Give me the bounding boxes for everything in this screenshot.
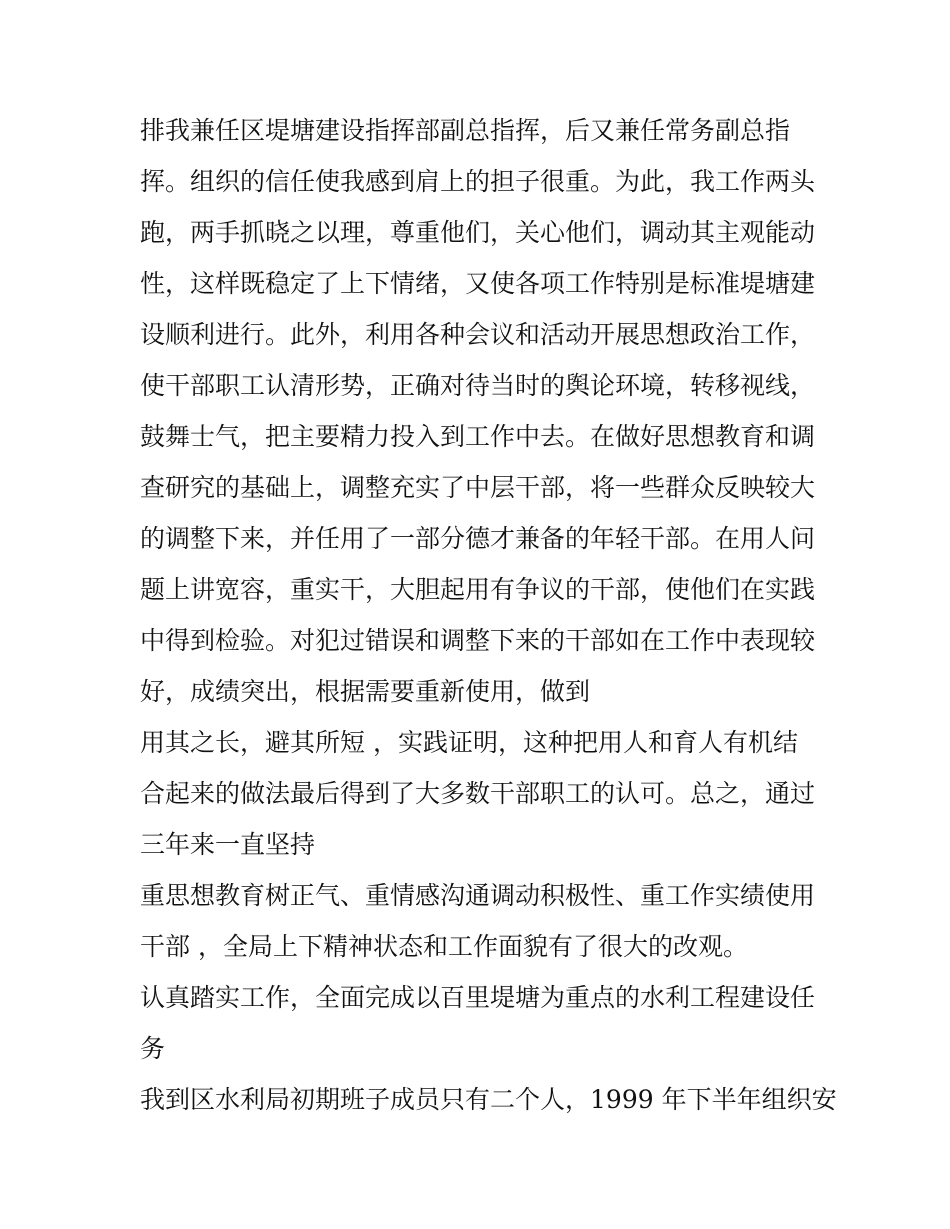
text-line: 查研究的基础上，调整充实了中层干部，将一些群众反映较大 [140, 473, 816, 502]
text-line: 性，这样既稳定了上下情绪，又使各项工作特别是标准堤塘建 [140, 269, 816, 298]
text-line: 鼓舞士气，把主要精力投入到工作中去。在做好思想教育和调 [140, 422, 816, 451]
text-line: 我到区水利局初期班子成员只有二个人，1999 年下半年组织安 [140, 1085, 837, 1114]
text-line: 重思想教育树正气、重情感沟通调动积极性、重工作实绩使用 [140, 881, 816, 910]
text-line: 好，成绩突出，根据需要重新使用，做到 [140, 677, 591, 706]
text-line: 的调整下来，并任用了一部分德才兼备的年轻干部。在用人问 [140, 524, 816, 553]
text-line: 挥。组织的信任使我感到肩上的担子很重。为此，我工作两头 [140, 167, 816, 196]
text-line: 中得到检验。对犯过错误和调整下来的干部如在工作中表现较 [140, 626, 816, 655]
section-heading-line: 认真踏实工作，全面完成以百里堤塘为重点的水利工程建设任 [140, 983, 816, 1012]
document-text-body [140, 105, 837, 1125]
text-line: 跑，两手抓晓之以理，尊重他们，关心他们，调动其主观能动 [140, 218, 816, 247]
text-line: 干部 ，全局上下精神状态和工作面貌有了很大的改观。 [140, 932, 748, 961]
text-line: 三年来一直坚持 [140, 830, 316, 859]
text-line: 使干部职工认清形势，正确对待当时的舆论环境，转移视线， [140, 371, 816, 400]
text-line: 排我兼任区堤塘建设指挥部副总指挥，后又兼任常务副总指 [140, 116, 791, 145]
text-line: 合起来的做法最后得到了大多数干部职工的认可。总之，通过 [140, 779, 816, 808]
text-line: 设顺利进行。此外，利用各种会议和活动开展思想政治工作， [140, 320, 816, 349]
text-line: 用其之长，避其所短 ，实践证明，这种把用人和育人有机结 [140, 728, 798, 757]
text-line: 题上讲宽容，重实干，大胆起用有争议的干部，使他们在实践 [140, 575, 816, 604]
section-heading-line: 务 [140, 1034, 166, 1063]
